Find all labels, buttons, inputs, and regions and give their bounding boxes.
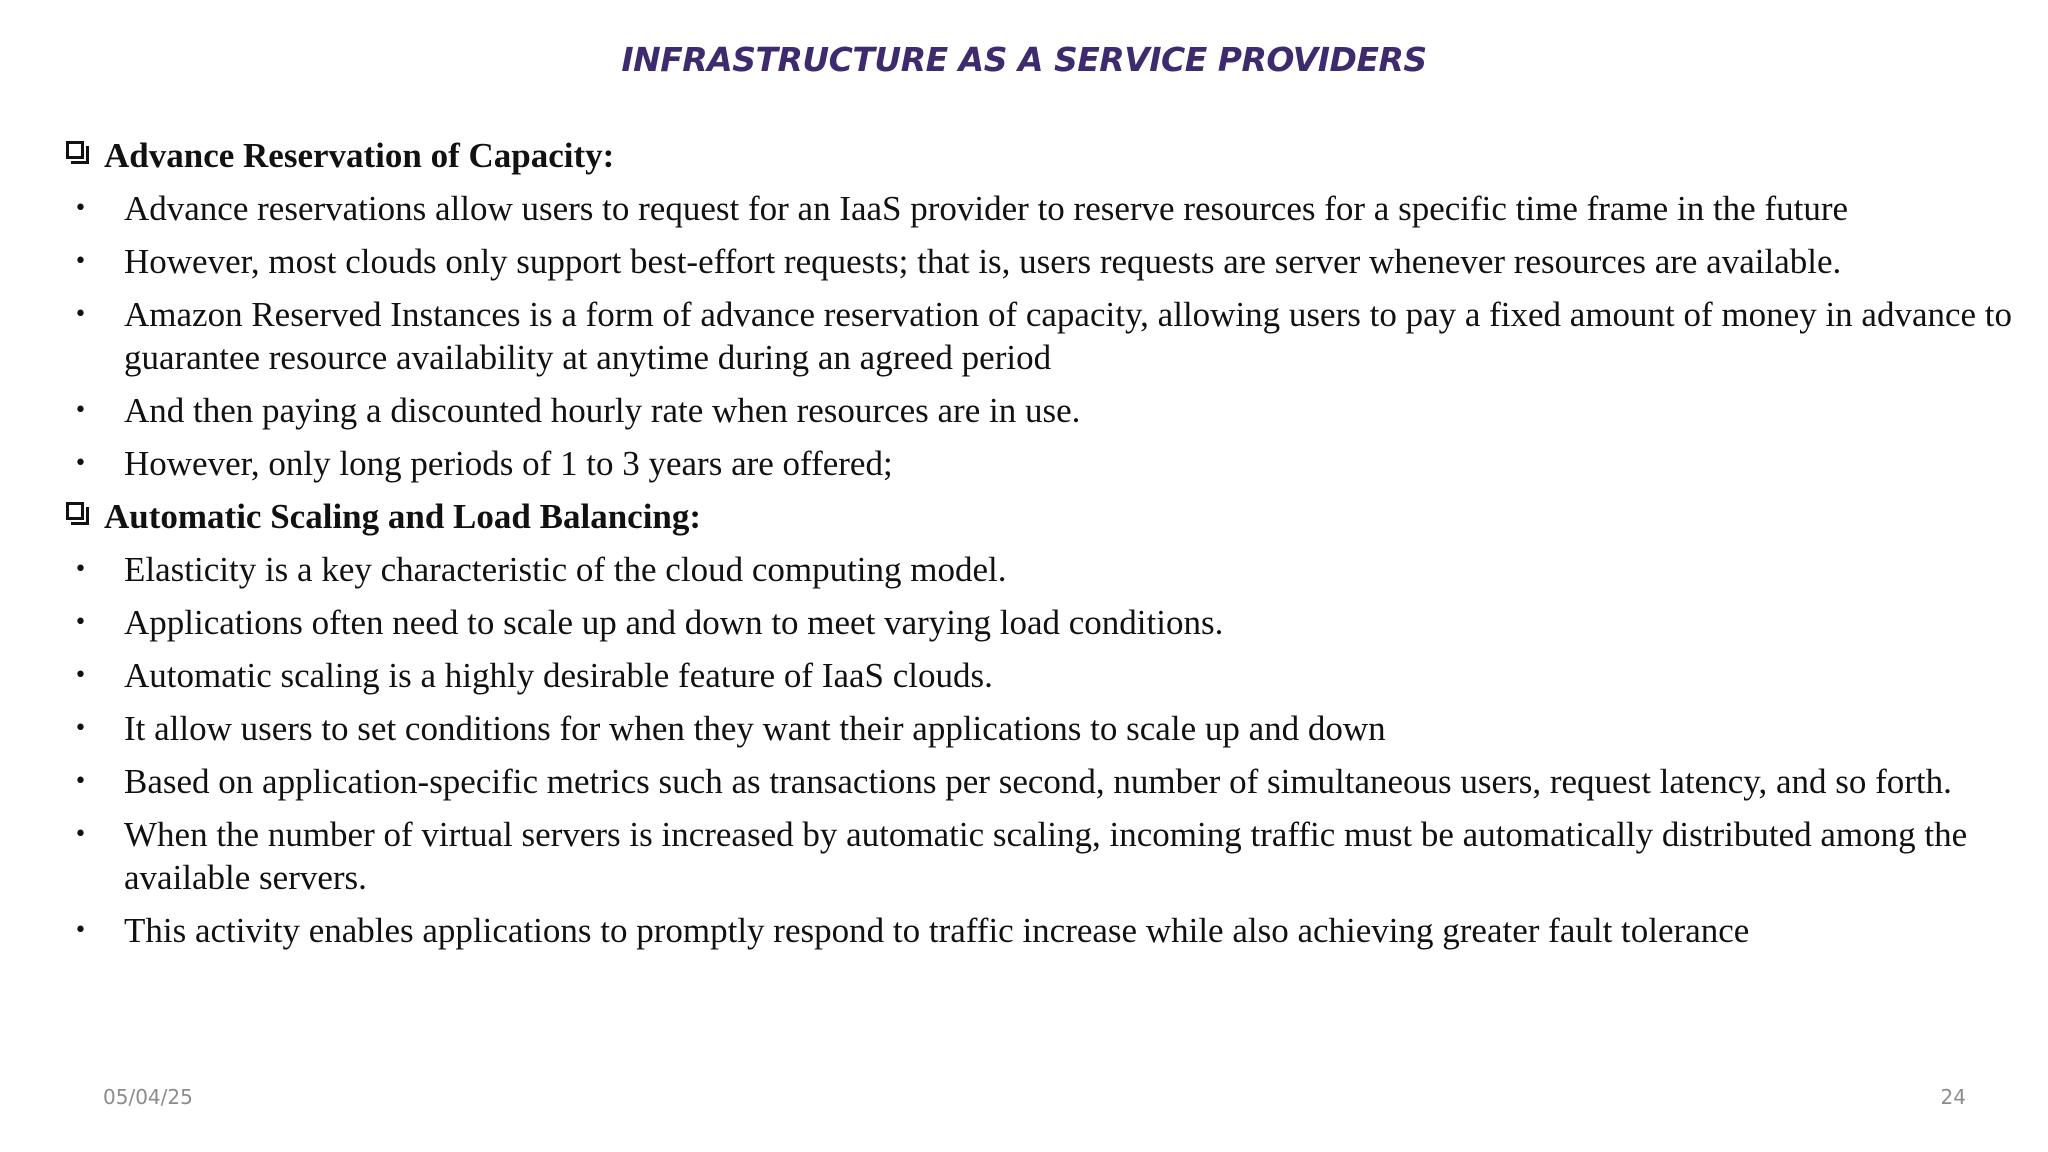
section-heading-automatic-scaling bbox=[66, 495, 2016, 548]
bullet-item bbox=[66, 813, 2016, 899]
slide-content bbox=[66, 134, 2016, 962]
section-heading-advance-reservation bbox=[66, 134, 2016, 187]
bullet-icon: • bbox=[74, 249, 87, 274]
bullet-item bbox=[66, 442, 2016, 485]
checkbox-bullet-icon bbox=[66, 141, 84, 159]
bullet-text: However, most clouds only support best-effort requests; that is, users requests are server whenever resources are available. bbox=[124, 242, 1842, 281]
bullet-icon: • bbox=[74, 663, 87, 688]
bullet-icon: • bbox=[74, 716, 87, 741]
bullet-text: Amazon Reserved Instances is a form of advance reservation of capacity, allowing users to pay a fixed amount of money in advance to guarantee resource availability at anytime during an agreed period bbox=[124, 295, 2013, 377]
bullet-icon: • bbox=[74, 557, 87, 582]
bullet-text: Automatic scaling is a highly desirable feature of IaaS clouds. bbox=[124, 656, 993, 695]
page-number: 24 bbox=[1940, 1085, 1966, 1109]
footer-date: 05/04/25 bbox=[103, 1085, 193, 1109]
bullet-icon: • bbox=[74, 451, 87, 476]
bullet-item bbox=[66, 293, 2016, 379]
bullet-item bbox=[66, 548, 2016, 591]
bullet-item bbox=[66, 187, 2016, 230]
bullet-text: Applications often need to scale up and down to meet varying load conditions. bbox=[124, 603, 1224, 642]
bullet-item bbox=[66, 909, 2016, 952]
slide-title: INFRASTRUCTURE AS A SERVICE PROVIDERS bbox=[621, 40, 1427, 79]
bullet-item bbox=[66, 654, 2016, 697]
bullet-icon: • bbox=[74, 918, 87, 943]
bullet-icon: • bbox=[74, 398, 87, 423]
bullet-text: Based on application-specific metrics such as transactions per second, number of simultaneous users, request latency, and so forth. bbox=[124, 762, 1952, 801]
bullet-text: Advance reservations allow users to request for an IaaS provider to reserve resources for a specific time frame in the future bbox=[124, 189, 1849, 228]
bullet-text: And then paying a discounted hourly rate when resources are in use. bbox=[124, 391, 1081, 430]
bullet-icon: • bbox=[74, 196, 87, 221]
bullet-item bbox=[66, 389, 2016, 432]
bullet-icon: • bbox=[74, 302, 87, 327]
bullet-text: It allow users to set conditions for when they want their applications to scale up and down bbox=[124, 709, 1386, 748]
checkbox-bullet-icon bbox=[66, 502, 84, 520]
bullet-text: This activity enables applications to promptly respond to traffic increase while also achieving greater fault tolerance bbox=[124, 911, 1750, 950]
bullet-text: Elasticity is a key characteristic of the cloud computing model. bbox=[124, 550, 1007, 589]
bullet-item bbox=[66, 240, 2016, 283]
bullet-icon: • bbox=[74, 610, 87, 635]
bullet-icon: • bbox=[74, 822, 87, 847]
bullet-item bbox=[66, 760, 2016, 803]
bullet-item bbox=[66, 707, 2016, 750]
bullet-text: When the number of virtual servers is increased by automatic scaling, incoming traffic must be automatically distributed among the available servers. bbox=[124, 815, 1968, 897]
section-heading-text: Advance Reservation of Capacity: bbox=[104, 136, 615, 175]
bullet-icon: • bbox=[74, 769, 87, 794]
bullet-text: However, only long periods of 1 to 3 years are offered; bbox=[124, 444, 893, 483]
bullet-item bbox=[66, 601, 2016, 644]
section-heading-text: Automatic Scaling and Load Balancing: bbox=[104, 497, 702, 536]
